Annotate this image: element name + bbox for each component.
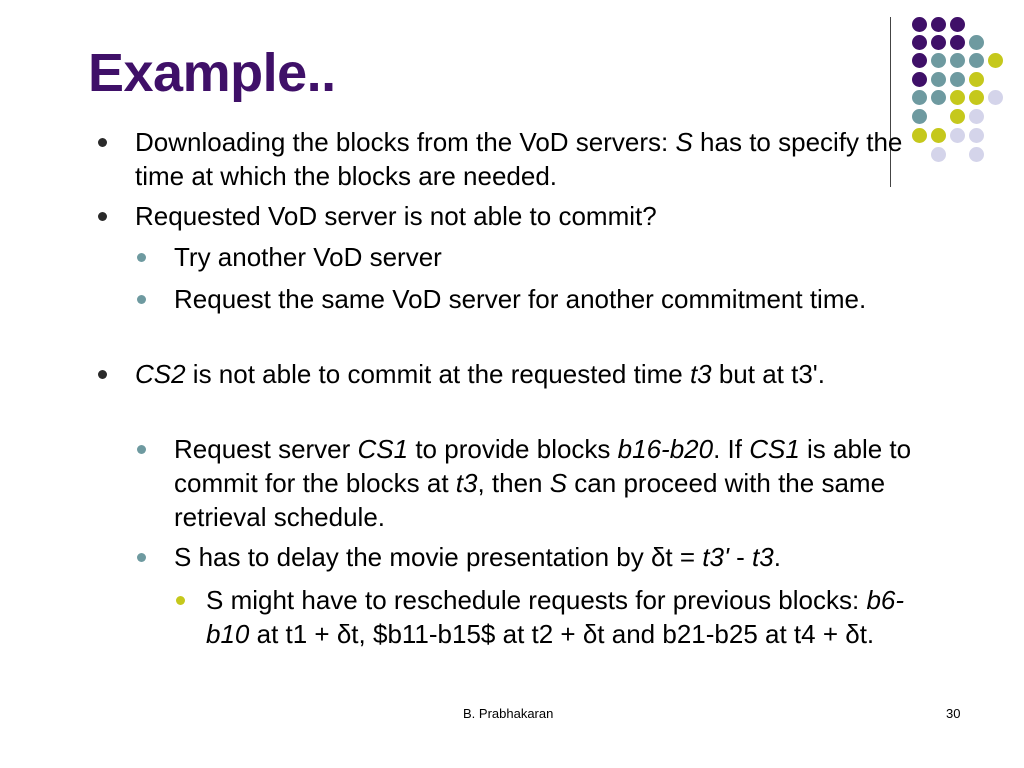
decor-dot: [969, 147, 984, 162]
sub-sub-bullet-item: S might have to reschedule requests for previous blocks: b6-b10 at t1 + δt, $b11-b15$ at t2 + δt and b21-b25 at t4 + δt.: [206, 583, 916, 651]
bullet-marker: [137, 295, 146, 304]
decor-dot: [912, 109, 927, 124]
decor-dot: [950, 128, 965, 143]
sub-bullet-item: Request server CS1 to provide blocks b16-b20. If CS1 is able to commit for the blocks at t3, then S can proceed with the same retrieval schedule.: [174, 432, 944, 534]
sub-bullet-item: S has to delay the movie presentation by δt = t3' - t3.: [174, 540, 954, 574]
bullet-marker: [137, 553, 146, 562]
decor-dot: [912, 72, 927, 87]
decor-dot: [988, 90, 1003, 105]
bullet-marker: [137, 253, 146, 262]
decor-dot: [950, 90, 965, 105]
decor-dot: [912, 53, 927, 68]
bullet-marker: [98, 370, 107, 379]
sub-bullet-item: Request the same VoD server for another commitment time.: [174, 282, 954, 316]
decor-dot: [912, 90, 927, 105]
decor-dot: [931, 35, 946, 50]
decor-dot: [912, 128, 927, 143]
bullet-item: CS2 is not able to commit at the requested time t3 but at t3'.: [135, 357, 945, 391]
decor-dot: [912, 17, 927, 32]
decor-dot: [912, 35, 927, 50]
decor-dot: [969, 109, 984, 124]
bullet-marker: [98, 138, 107, 147]
decor-dot: [950, 109, 965, 124]
decor-dot: [931, 72, 946, 87]
bullet-item: Requested VoD server is not able to commit?: [135, 199, 935, 233]
decor-dot: [969, 90, 984, 105]
decor-dot: [969, 53, 984, 68]
page-number: 30: [946, 706, 961, 721]
bullet-marker: [98, 212, 107, 221]
decor-dot: [988, 53, 1003, 68]
decor-dot: [969, 35, 984, 50]
decor-dot: [950, 35, 965, 50]
decor-dot: [950, 53, 965, 68]
slide-title: Example..: [88, 43, 336, 103]
decor-dot: [931, 17, 946, 32]
decor-dot: [950, 17, 965, 32]
sub-bullet-item: Try another VoD server: [174, 240, 954, 274]
bullet-marker: [137, 445, 146, 454]
bullet-marker: [176, 596, 185, 605]
decor-dot: [950, 72, 965, 87]
decor-dot: [931, 147, 946, 162]
footer-author: B. Prabhakaran: [463, 706, 554, 721]
decor-dot: [931, 90, 946, 105]
bullet-item: Downloading the blocks from the VoD servers: S has to specify the time at which the blocks are needed.: [135, 125, 905, 193]
decor-dot: [969, 128, 984, 143]
decor-dot: [931, 53, 946, 68]
decor-dot: [969, 72, 984, 87]
decor-dot: [931, 128, 946, 143]
